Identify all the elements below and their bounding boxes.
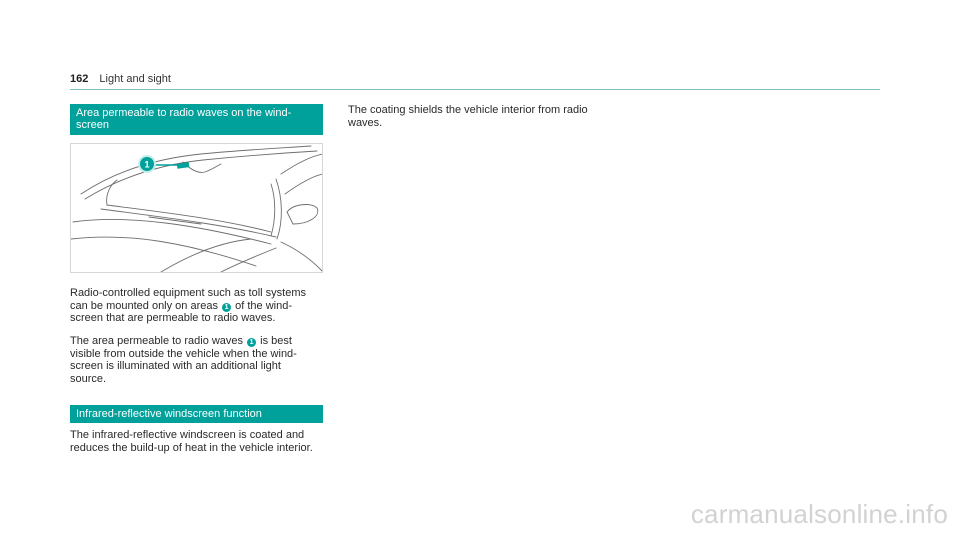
windscreen-illustration — [70, 143, 323, 273]
header-rule — [70, 89, 880, 90]
text-line: The infrared-reflective windscreen is coated and — [70, 429, 305, 441]
chapter-title: Light and sight — [99, 73, 171, 85]
section-heading-line: Infrared-reflective windscreen function — [76, 408, 262, 420]
paragraph-infrared — [70, 429, 340, 454]
paragraph-visibility — [70, 335, 330, 385]
text-line: reduces the build-up of heat in the vehicle interior. — [70, 441, 313, 454]
paragraph-coating — [348, 104, 608, 129]
section-heading-infrared — [70, 405, 323, 423]
text-line — [70, 335, 330, 348]
page-header — [70, 73, 880, 85]
text-fragment: is best — [260, 335, 292, 347]
text-fragment: of the wind- — [235, 299, 292, 312]
text-line: screen that are permeable to radio waves. — [70, 312, 276, 324]
text-line: screen is illuminated with an additional light — [70, 360, 281, 372]
callout-1-figure: 1 — [144, 159, 150, 170]
page-number: 162 — [70, 73, 89, 85]
car-windscreen-drawing — [71, 144, 323, 273]
text-line: source. — [70, 372, 107, 385]
text-line: waves. — [348, 116, 383, 129]
text-line: The coating shields the vehicle interior from radio — [348, 104, 588, 116]
paragraph-mounting — [70, 287, 330, 325]
text-fragment: can be mounted only on areas — [70, 299, 218, 312]
text-line: visible from outside the vehicle when the wind- — [70, 347, 297, 360]
text-line — [70, 300, 330, 313]
section-heading-line: screen — [76, 119, 110, 131]
section-heading-radio-area — [70, 104, 323, 135]
callout-1-inline: 1 — [247, 338, 256, 347]
text-fragment: The area permeable to radio waves — [70, 335, 244, 347]
callout-1-inline: 1 — [222, 303, 231, 312]
section-heading-line: Area permeable to radio waves on the wind- — [76, 107, 292, 119]
watermark: carmanualsonline.info — [690, 499, 948, 529]
text-line: Radio-controlled equipment such as toll systems — [70, 287, 307, 299]
